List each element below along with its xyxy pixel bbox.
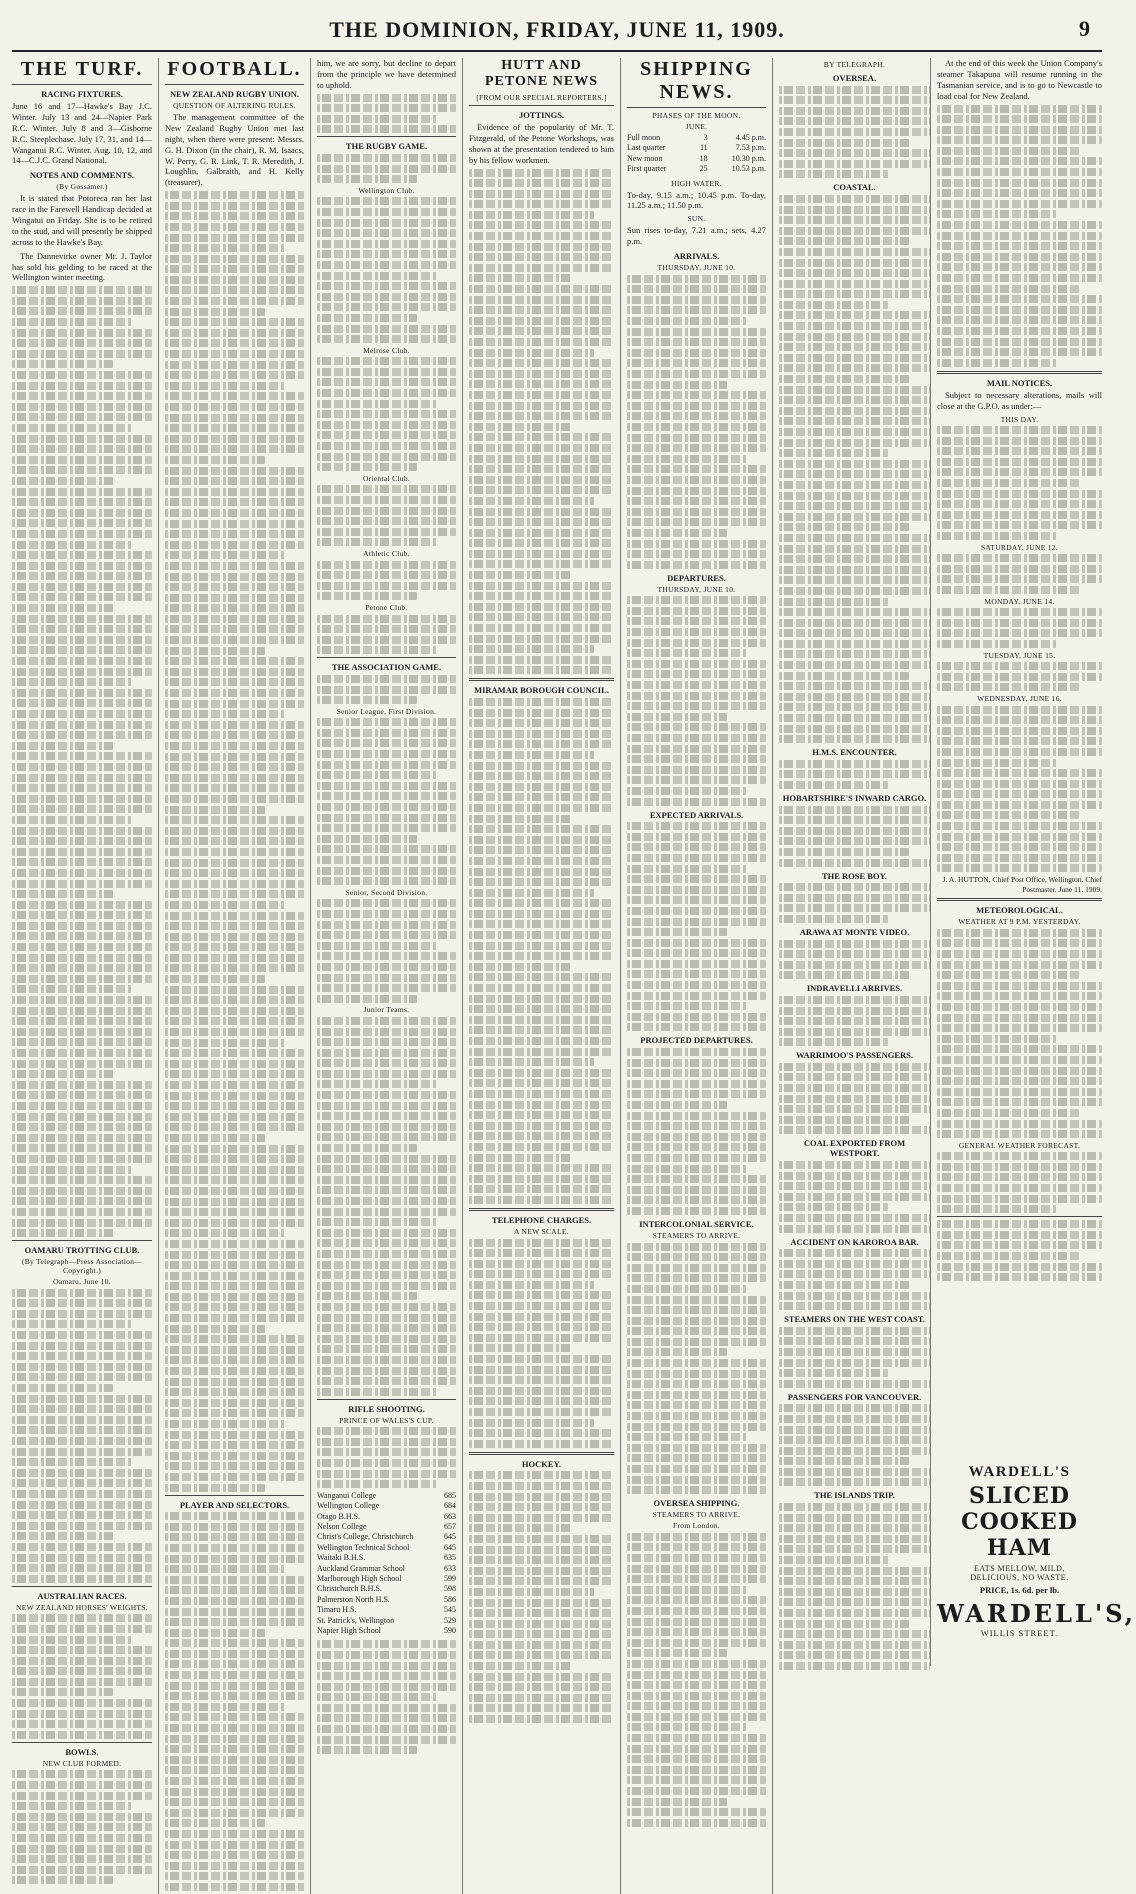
rifle-score-row bbox=[317, 1616, 456, 1626]
rifle-shooting-heading: RIFLE SHOOTING. bbox=[348, 1403, 425, 1414]
rifle-school-name: Nelson College bbox=[317, 1522, 367, 1532]
islands-trip-heading: THE ISLANDS TRIP. bbox=[814, 1490, 895, 1501]
rifle-school-name: St. Patrick's, Wellington bbox=[317, 1615, 395, 1625]
masthead-title: THE DOMINION, FRIDAY, JUNE 11, 1909. bbox=[329, 17, 785, 42]
masthead bbox=[12, 10, 1102, 52]
senior-first-division-heading: Senior League, First Division. bbox=[336, 706, 437, 716]
oamaru-byline: (By Telegraph—Press Association—Copyright.) bbox=[21, 1257, 143, 1276]
shipping-heading: SHIPPING NEWS. bbox=[640, 58, 753, 103]
jottings-heading: JOTTINGS. bbox=[518, 110, 565, 120]
moon-phase-row bbox=[627, 154, 766, 164]
rifle-score-row bbox=[317, 1512, 456, 1522]
nz-rugby-union-heading: NEW ZEALAND RUGBY UNION. bbox=[170, 89, 299, 99]
association-game-heading: THE ASSOCIATION GAME. bbox=[331, 662, 442, 673]
meteorological-heading: METEOROLOGICAL. bbox=[976, 905, 1063, 916]
rifle-school-score: 545 bbox=[444, 1605, 456, 1615]
oversea-heading: OVERSEA. bbox=[832, 73, 877, 83]
notes-heading: NOTES AND COMMENTS. bbox=[29, 170, 135, 181]
oversea-sub: STEAMERS TO ARRIVE. bbox=[652, 1510, 741, 1520]
moon-phase-row bbox=[627, 133, 766, 143]
coastal-heading: COASTAL. bbox=[833, 182, 876, 193]
rifle-score-row bbox=[317, 1605, 456, 1615]
moon-time: 7.53 p.m. bbox=[735, 143, 766, 153]
arawa-heading: ARAWA AT MONTE VIDEO. bbox=[799, 926, 910, 937]
moon-time: 4.45 p.m. bbox=[735, 133, 766, 142]
prince-of-wales-cup-heading: PRINCE OF WALES'S CUP. bbox=[339, 1415, 434, 1425]
wardells-ham-advertisement bbox=[937, 1458, 1136, 1638]
column-telegraph bbox=[772, 58, 930, 1894]
rifle-school-score: 586 bbox=[444, 1594, 456, 1604]
rifle-score-row bbox=[317, 1584, 456, 1594]
ad-brand: WARDELL'S bbox=[968, 1464, 1071, 1480]
column-mail-meteorological bbox=[930, 58, 1136, 1666]
mail-day-4: TUESDAY, JUNE 15. bbox=[983, 650, 1056, 660]
junior-teams-heading: Junior Teams. bbox=[363, 1005, 410, 1015]
rifle-school-name: Christ's College, Christchurch bbox=[317, 1532, 414, 1542]
moon-phase: First quarter bbox=[627, 164, 667, 174]
jottings-para-1: Evidence of the popularity of Mr. T. Fitzgerald, of the Petone Workshops, was shown at the presentation tendered to him by his fellow workmen. bbox=[469, 122, 614, 165]
hobartshire-heading: HOBARTSHIRE'S INWARD CARGO. bbox=[782, 793, 927, 803]
petone-club-heading: Petone Club. bbox=[365, 602, 408, 612]
ad-tagline-1: EATS MELLOW, MILD, bbox=[974, 1564, 1065, 1573]
projected-departures-heading: PROJECTED DEPARTURES. bbox=[640, 1035, 753, 1046]
football-heading: FOOTBALL. bbox=[167, 58, 302, 80]
rifle-school-name: Christchurch B.H.S. bbox=[317, 1584, 382, 1594]
rifle-score-row bbox=[317, 1543, 456, 1553]
ad-store-name: WARDELL'S, bbox=[937, 1599, 1136, 1628]
australian-races-heading: AUSTRALIAN RACES. bbox=[37, 1590, 127, 1601]
rifle-score-row bbox=[317, 1491, 456, 1501]
rifle-school-score: 529 bbox=[444, 1615, 456, 1625]
rifle-school-score: 635 bbox=[444, 1553, 456, 1563]
rifle-school-score: 663 bbox=[444, 1511, 456, 1521]
rifle-school-score: 685 bbox=[444, 1490, 456, 1500]
football-para-1: The management committee of the New Zealand Rugby Union met last night, when there were present: Messrs. G. H. Dixon (in the chair), R. M. Isaacs, W. Perry, G. R. Link, T. R. Meredith, J. Loughlin, Galbraith, and H. Kelly (treasurer). bbox=[165, 112, 304, 188]
notes-byline: (By Gossamer.) bbox=[56, 182, 108, 192]
arrivals-date: THURSDAY, JUNE 10. bbox=[657, 263, 736, 273]
rifle-score-row bbox=[317, 1574, 456, 1584]
column-turf bbox=[12, 58, 158, 1894]
rifle-score-row bbox=[317, 1595, 456, 1605]
notes-para-2: The Dannevirke owner Mr. J. Taylor has sold his gelding to be raced at the Wellington winter meeting. bbox=[12, 250, 152, 283]
moon-day: 18 bbox=[699, 153, 708, 163]
senior-second-division-heading: Senior, Second Division. bbox=[345, 887, 428, 897]
moon-phase: Last quarter bbox=[627, 143, 666, 153]
high-water-text: To-day, 9.15 a.m.; 10.45 p.m. To-day, 11.25 a.m.; 11.50 p.m. bbox=[627, 189, 766, 211]
hockey-heading: HOCKEY. bbox=[521, 1458, 562, 1469]
rifle-school-score: 590 bbox=[444, 1625, 456, 1635]
new-scale-heading: A NEW SCALE. bbox=[514, 1226, 569, 1236]
rose-boy-heading: THE ROSE BOY. bbox=[821, 870, 888, 881]
racing-fixtures-text: June 16 and 17—Hawke's Bay J.C. Winter. July 13 and 24—Napier Park R.C. Winter. July 8 and 3—Gisborne R.C. Steeplechase. July 17, 31, and 14—Wanganui R.C. Winter. Aug. 10, 12, and 14—C.J.C. Grand National. bbox=[12, 101, 152, 166]
moon-phase-row bbox=[627, 143, 766, 153]
warrimoo-passengers-heading: WARRIMOO'S PASSENGERS. bbox=[796, 1050, 913, 1061]
ad-store-address: WILLIS STREET. bbox=[980, 1628, 1059, 1638]
sun-text: Sun rises to-day, 7.21 a.m.; sets, 4.27 p.m. bbox=[627, 225, 766, 247]
col7-para-1: At the end of this week the Union Company's steamer Takapuna will resume running in the Tasmanian service, and is to go to Newcastle to load coal for New Zealand. bbox=[937, 58, 1102, 101]
new-club-heading: NEW CLUB FORMED. bbox=[42, 1758, 122, 1768]
moon-phase: New moon bbox=[627, 153, 663, 163]
mail-day-1: THIS DAY. bbox=[1000, 414, 1039, 424]
athletic-club-heading: Athletic Club. bbox=[363, 548, 410, 558]
intercolonial-heading: INTERCOLONIAL SERVICE. bbox=[639, 1218, 754, 1229]
forecast-heading: GENERAL WEATHER FORECAST. bbox=[958, 1140, 1081, 1150]
column-hutt-petone bbox=[462, 58, 620, 1894]
from-london: From London. bbox=[673, 1521, 720, 1531]
high-water-heading: HIGH WATER. bbox=[671, 178, 722, 188]
departures-heading: DEPARTURES. bbox=[667, 572, 726, 583]
moon-month: JUNE. bbox=[685, 122, 708, 131]
moon-day: 25 bbox=[699, 164, 708, 174]
postmaster-signature: J. A. HUTTON, Chief Post Office, Wellington, Chief Postmaster. June 11, 1909. bbox=[942, 875, 1102, 894]
column-rugby-rifle bbox=[310, 58, 462, 1894]
columns bbox=[12, 58, 930, 1768]
moon-day: 3 bbox=[703, 133, 708, 142]
rifle-school-score: 599 bbox=[444, 1573, 456, 1583]
rifle-school-name: Waitaki B.H.S. bbox=[317, 1553, 366, 1563]
expected-arrivals-heading: EXPECTED ARRIVALS. bbox=[649, 809, 744, 820]
ad-tagline-2: DELICIOUS, NO WASTE. bbox=[970, 1573, 1069, 1582]
turf-heading: THE TURF. bbox=[20, 58, 144, 80]
rifle-school-name: Auckland Grammar School bbox=[317, 1563, 405, 1573]
moon-table bbox=[627, 133, 766, 175]
moon-time: 10.53 p.m. bbox=[731, 164, 766, 174]
rifle-score-row bbox=[317, 1522, 456, 1532]
oamaru-heading: OAMARU TROTTING CLUB. bbox=[24, 1245, 140, 1256]
rifle-school-score: 684 bbox=[444, 1501, 456, 1511]
intercolonial-sub: STEAMERS TO ARRIVE. bbox=[652, 1230, 741, 1240]
weather-heading: WEATHER AT 9 P.M. YESTERDAY. bbox=[958, 917, 1081, 927]
rifle-scores-table bbox=[317, 1491, 456, 1636]
mail-notice-text: Subject to necessary alterations, mails will close at the G.P.O. as under:— bbox=[937, 389, 1102, 411]
indravelli-heading: INDRAVELLI ARRIVES. bbox=[806, 983, 903, 994]
rifle-school-name: Marlborough High School bbox=[317, 1573, 402, 1583]
rugby-game-heading: THE RUGBY GAME. bbox=[345, 141, 428, 152]
telephone-charges-heading: TELEPHONE CHARGES. bbox=[491, 1214, 592, 1225]
rifle-school-name: Timaru H.S. bbox=[317, 1605, 357, 1615]
rifle-school-name: Palmerston North H.S. bbox=[317, 1594, 390, 1604]
mail-day-3: MONDAY, JUNE 14. bbox=[984, 596, 1055, 606]
column-football bbox=[158, 58, 310, 1894]
moon-phase-row bbox=[627, 164, 766, 174]
rifle-school-name: Wellington College bbox=[317, 1501, 380, 1511]
col3-para-1: him, we are sorry, but decline to depart from the principle we have determined to uphold. bbox=[317, 58, 456, 90]
oversea-shipping-heading: OVERSEA SHIPPING. bbox=[653, 1498, 740, 1509]
rifle-score-row bbox=[317, 1532, 456, 1542]
by-telegraph-heading: BY TELEGRAPH. bbox=[823, 60, 886, 69]
rifle-score-row bbox=[317, 1501, 456, 1511]
oriental-club-heading: Oriental Club. bbox=[362, 473, 411, 483]
rifle-school-score: 645 bbox=[444, 1532, 456, 1542]
rifle-score-row bbox=[317, 1626, 456, 1636]
mail-notices-heading: MAIL NOTICES. bbox=[986, 377, 1053, 388]
page-number: 9 bbox=[1079, 16, 1090, 41]
moon-phases-heading: PHASES OF THE MOON. bbox=[652, 111, 741, 120]
mail-day-5: WEDNESDAY, JUNE 16. bbox=[977, 693, 1062, 703]
altering-rules-heading: QUESTION OF ALTERING RULES. bbox=[173, 101, 296, 110]
rifle-school-score: 633 bbox=[444, 1563, 456, 1573]
ad-price: PRICE, 1s. 6d. per lb. bbox=[979, 1585, 1060, 1595]
hutt-petone-byline: [FROM OUR SPECIAL REPORTERS.] bbox=[476, 93, 607, 102]
rifle-score-row bbox=[317, 1564, 456, 1574]
bowls-heading: BOWLS. bbox=[65, 1746, 99, 1757]
notes-para-1: It is stated that Potoreca ran her last race in the Farewell Handicap decided at Wingatui on Friday. She is to be retired to the stud, and will presently be shipped across to the Hawke's Bay. bbox=[12, 193, 152, 247]
coal-exported-heading: COAL EXPORTED FROM WESTPORT. bbox=[803, 1138, 906, 1159]
mail-day-2: SATURDAY, JUNE 12. bbox=[980, 542, 1059, 552]
moon-phase: Full moon bbox=[627, 133, 661, 142]
rifle-school-name: Wellington Technical School bbox=[317, 1542, 410, 1552]
moon-time: 10.30 p.m. bbox=[731, 153, 766, 163]
vancouver-passengers-heading: PASSENGERS FOR VANCOUVER. bbox=[787, 1391, 922, 1402]
departures-date: THURSDAY, JUNE 10. bbox=[657, 584, 736, 594]
hms-encounter-heading: H.M.S. ENCOUNTER. bbox=[812, 747, 897, 758]
player-selectors-heading: PLAYER AND SELECTORS. bbox=[179, 1499, 290, 1510]
west-coast-steamers-heading: STEAMERS ON THE WEST COAST. bbox=[784, 1314, 925, 1325]
kororoa-bar-heading: ACCIDENT ON KAROROA BAR. bbox=[790, 1236, 919, 1247]
column-shipping bbox=[620, 58, 772, 1894]
ad-product: SLICED COOKED HAM bbox=[961, 1483, 1078, 1561]
rifle-school-score: 598 bbox=[444, 1584, 456, 1594]
racing-fixtures-heading: RACING FIXTURES. bbox=[41, 89, 123, 99]
arrivals-heading: ARRIVALS. bbox=[673, 251, 720, 262]
nz-horses-weights-heading: NEW ZEALAND HORSES' WEIGHTS. bbox=[16, 1602, 148, 1612]
rifle-school-score: 645 bbox=[444, 1542, 456, 1552]
oamaru-place: Oamaru, June 10. bbox=[53, 1277, 111, 1287]
moon-day: 11 bbox=[699, 143, 708, 153]
rifle-school-name: Napier High School bbox=[317, 1625, 381, 1635]
rifle-score-row bbox=[317, 1553, 456, 1563]
wellington-club-heading: Wellington Club. bbox=[358, 185, 415, 195]
rifle-school-name: Otago B.H.S. bbox=[317, 1511, 361, 1521]
melrose-club-heading: Melrose Club. bbox=[363, 345, 410, 355]
sun-heading: SUN. bbox=[687, 214, 706, 224]
hutt-petone-heading: HUTT AND PETONE NEWS bbox=[484, 58, 599, 89]
rifle-school-name: Wanganui College bbox=[317, 1490, 377, 1500]
rifle-school-score: 657 bbox=[444, 1522, 456, 1532]
miramar-council-heading: MIRAMAR BOROUGH COUNCIL. bbox=[474, 685, 609, 696]
